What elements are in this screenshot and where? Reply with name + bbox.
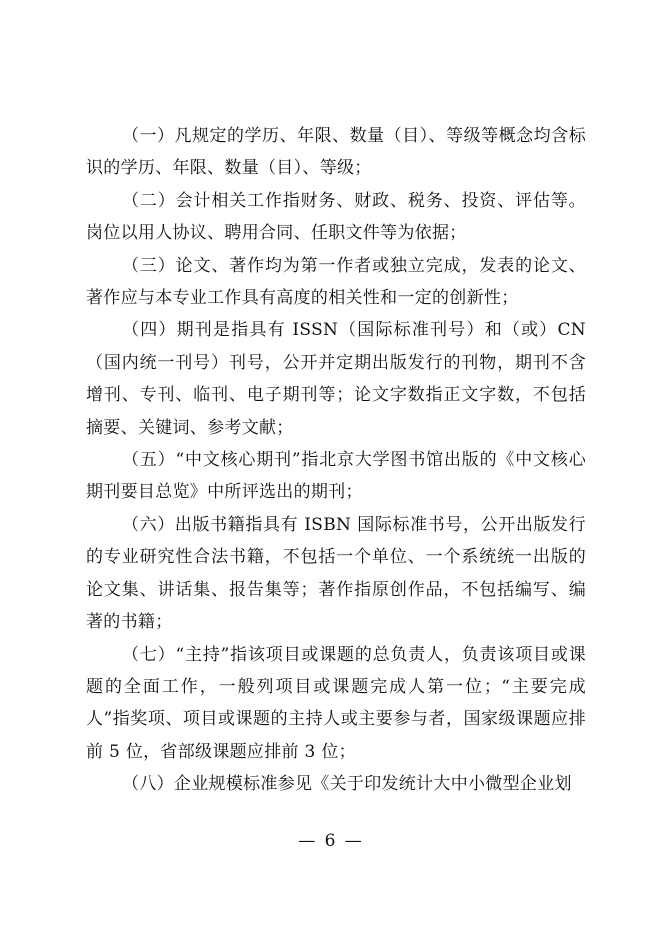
- paragraph-1: （一）凡规定的学历、年限、数量（目）、等级等概念均含标识的学历、年限、数量（目）、等级；: [86, 126, 586, 179]
- paragraph-4: （四）期刊是指具有 ISSN（国际标准刊号）和（或）CN（国内统一刊号）刊号，公开并定期出版发行的刊物，期刊不含增刊、专刊、临刊、电子期刊等；论文字数指正文字数，不包括摘要、关键词、参考文献；: [86, 320, 586, 438]
- paragraph-7: （七）“主持”指该项目或课题的总负责人，负责该项目或课题的全面工作，一般列项目或课题完成人第一位；“主要完成人”指奖项、项目或课题的主持人或主要参与者，国家级课题应排前 5 位，省部级课题应排前 3 位；: [86, 644, 586, 762]
- paragraph-8: （八）企业规模标准参见《关于印发统计大中小微型企业划: [122, 774, 572, 795]
- paragraph-6: （六）出版书籍指具有 ISBN 国际标准书号，公开出版发行的专业研究性合法书籍，不包括一个单位、一个系统统一出版的论文集、讲话集、报告集等；著作指原创作品，不包括编写、编著的书籍；: [86, 514, 586, 633]
- page-number: — 6 —: [298, 831, 364, 851]
- paragraph-5: （五）“中文核心期刊”指北京大学图书馆出版的《中文核心期刊要目总览》中所评选出的期刊；: [86, 450, 586, 503]
- paragraph-2: （二）会计相关工作指财务、财政、税务、投资、评估等。岗位以用人协议、聘用合同、任职文件等为依据；: [86, 190, 586, 244]
- document-body: [86, 120, 586, 801]
- paragraph-3: （三）论文、著作均为第一作者或独立完成，发表的论文、著作应与本专业工作具有高度的相关性和一定的创新性；: [86, 255, 586, 309]
